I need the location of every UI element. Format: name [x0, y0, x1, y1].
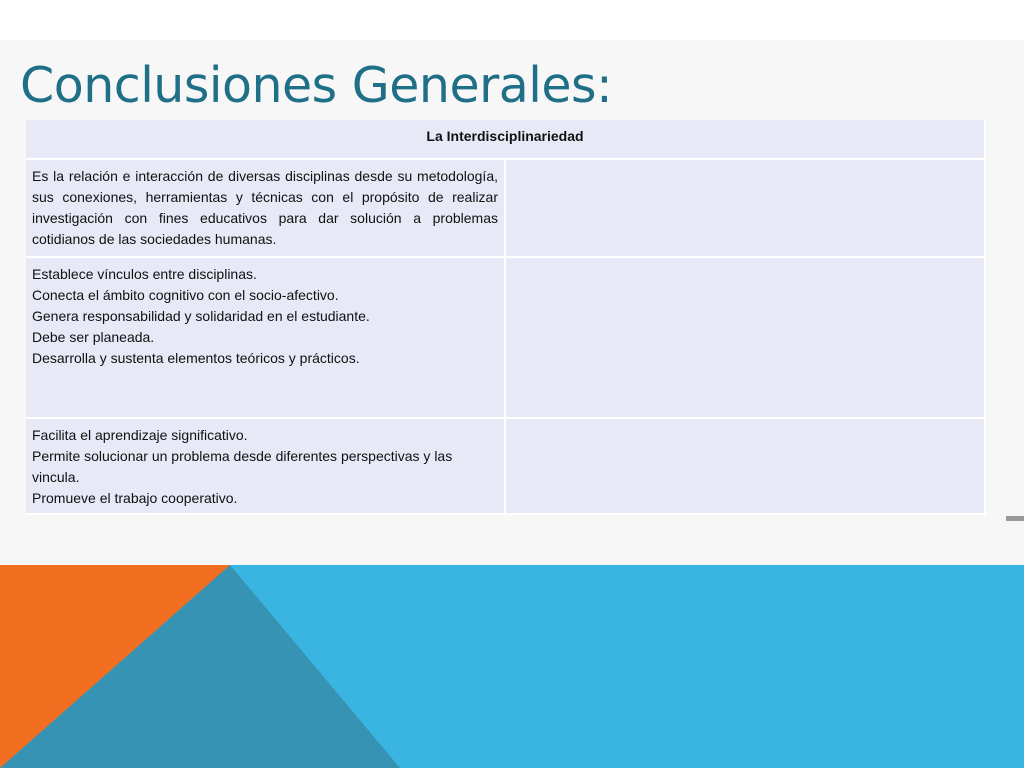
table-cell-empty: [506, 258, 986, 418]
table-cell-definition: [26, 160, 506, 258]
table-row: [26, 160, 986, 258]
table-cell-characteristics: [26, 258, 506, 418]
list-item: Genera responsabilidad y solidaridad en el estudiante.: [32, 308, 370, 325]
list-item: Facilita el aprendizaje significativo.: [32, 426, 248, 443]
list-item: Conecta el ámbito cognitivo con el socio-afectivo.: [32, 287, 339, 304]
table-row: [26, 419, 986, 515]
table-cell-benefits: [26, 419, 506, 515]
conclusions-table: [26, 120, 986, 515]
table-row: [26, 258, 986, 418]
list-item: Debe ser planeada.: [32, 329, 155, 346]
list-item: Promueve el trabajo cooperativo.: [32, 489, 238, 506]
slide-title: Conclusiones Generales:: [20, 57, 613, 114]
list-item: Establece vínculos entre disciplinas.: [32, 266, 257, 283]
definition-text: Es la relación e interacción de diversas disciplinas desde su metodología, sus conexiones, herramientas y técnicas con el propósito de realizar investigación con fines educativos para dar solución a problemas cotidianos de las sociedades humanas.: [32, 168, 498, 248]
list-item: Permite solucionar un problema desde diferentes perspectivas y las vincula.: [32, 447, 453, 485]
scroll-marker: [1006, 516, 1024, 521]
decorative-footer: [0, 565, 1024, 768]
list-item: Desarrolla y sustenta elementos teóricos y prácticos.: [32, 350, 360, 367]
table-cell-empty: [506, 419, 986, 515]
table-header: La Interdisciplinariedad: [26, 120, 986, 160]
table-cell-empty: [506, 160, 986, 258]
